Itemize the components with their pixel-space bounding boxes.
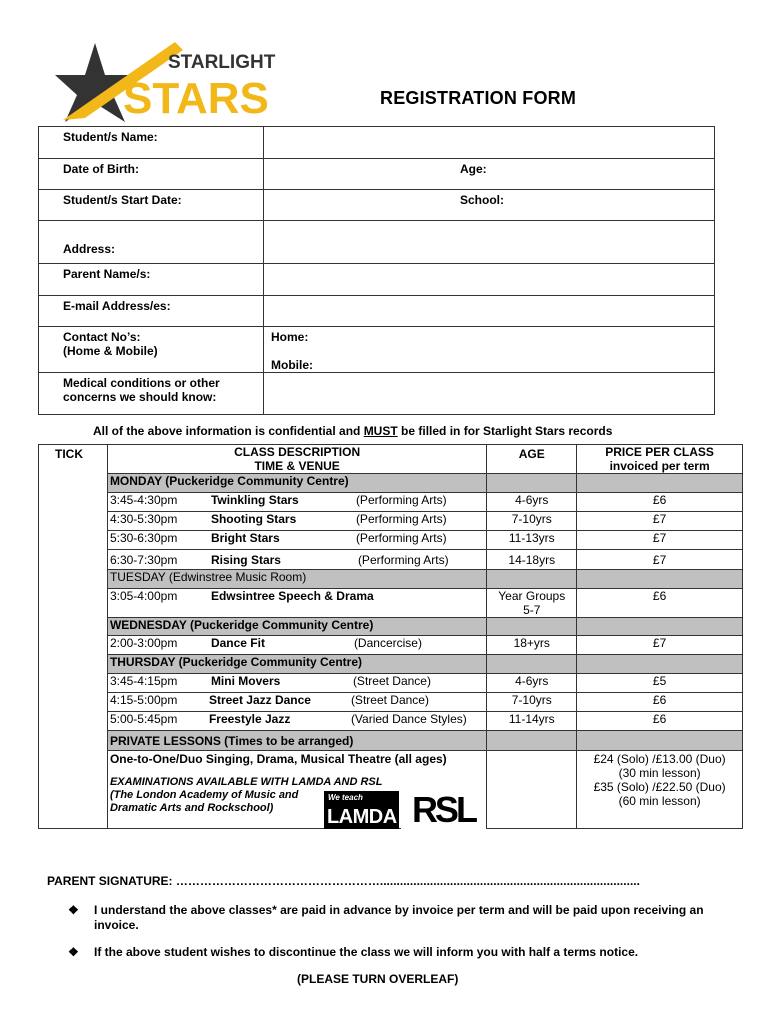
diamond-bullet-icon: ❖ xyxy=(68,945,79,959)
start-date-label: Student/s Start Date: xyxy=(63,193,182,207)
table-row: 4:30-5:30pm Shooting Stars (Performing Arts) 7-10yrs £7 xyxy=(39,512,743,531)
table-row: 5:30-6:30pm Bright Stars (Performing Arts) 11-13yrs £7 xyxy=(39,531,743,550)
parent-name-label: Parent Name/s: xyxy=(63,267,151,281)
medical-field[interactable] xyxy=(264,373,715,415)
private-heading: PRIVATE LESSONS (Times to be arranged) xyxy=(107,731,486,751)
address-field[interactable] xyxy=(264,221,715,264)
wednesday-heading: WEDNESDAY (Puckeridge Community Centre) xyxy=(107,618,486,636)
lamda-logo: We teach LAMDA xyxy=(324,791,399,829)
contact-sub-label: (Home & Mobile) xyxy=(63,344,158,358)
turn-overleaf-note: (PLEASE TURN OVERLEAF) xyxy=(297,972,459,986)
starlight-stars-logo xyxy=(55,40,276,123)
price-header: PRICE PER CLASS invoiced per term xyxy=(577,445,743,474)
confidential-notice: All of the above information is confidential and MUST be filled in for Starlight Stars records xyxy=(93,424,613,438)
exam-line-1: EXAMINATIONS AVAILABLE WITH LAMDA AND RSL xyxy=(109,776,383,788)
address-label: Address: xyxy=(63,242,116,256)
exam-line-2: (The London Academy of Music and xyxy=(109,789,299,801)
dob-label: Date of Birth: xyxy=(63,162,139,176)
thursday-heading: THURSDAY (Puckeridge Community Centre) xyxy=(107,655,486,674)
terms-bullet-1: ❖ I understand the above classes* are paid in advance by invoice per term and will be paid upon receiving an invoice. xyxy=(68,903,704,932)
school-label: School: xyxy=(460,193,504,207)
tick-column[interactable] xyxy=(39,445,108,829)
dob-age-field[interactable] xyxy=(264,159,715,190)
table-row: 6:30-7:30pm Rising Stars (Performing Arts) 14-18yrs £7 xyxy=(39,550,743,570)
contact-field[interactable] xyxy=(264,327,715,373)
student-name-label: Student/s Name: xyxy=(63,130,158,144)
email-field[interactable] xyxy=(264,296,715,327)
age-header: AGE xyxy=(487,445,577,474)
start-date-school-field[interactable] xyxy=(264,190,715,221)
medical-label-2: concerns we should know: xyxy=(63,390,217,404)
table-row: 3:05-4:00pm Edwsintree Speech & Drama Year Groups 5-7 £6 xyxy=(39,589,743,618)
tick-header: TICK xyxy=(55,447,83,461)
table-row: 3:45-4:15pm Mini Movers (Street Dance) 4-6yrs £5 xyxy=(39,674,743,693)
medical-label-1: Medical conditions or other xyxy=(63,376,220,390)
parent-signature-line[interactable]: PARENT SIGNATURE: …………………………………………….............................................................................. xyxy=(47,874,640,888)
brand-line1: STARLIGHT xyxy=(168,52,276,73)
table-row: 2:00-3:00pm Dance Fit (Dancercise) 18+yrs £7 xyxy=(39,636,743,655)
tuesday-heading: TUESDAY (Edwinstree Music Room) xyxy=(107,570,486,589)
table-row: 4:15-5:00pm Street Jazz Dance (Street Dance) 7-10yrs £6 xyxy=(39,693,743,712)
age-label: Age: xyxy=(460,162,487,176)
terms-bullet-2: ❖ If the above student wishes to discontinue the class we will inform you with half a terms notice. xyxy=(68,945,639,959)
rsl-logo: RSL xyxy=(401,791,486,829)
student-name-field[interactable] xyxy=(264,127,715,159)
page-title: REGISTRATION FORM xyxy=(380,88,577,108)
private-price-cell: £24 (Solo) /£13.00 (Duo) (30 min lesson) £35 (Solo) /£22.50 (Duo) (60 min lesson) xyxy=(577,751,743,829)
home-label: Home: xyxy=(271,330,309,344)
email-label: E-mail Address/es: xyxy=(63,299,171,313)
monday-heading: MONDAY (Puckeridge Community Centre) xyxy=(107,474,486,493)
classes-table xyxy=(38,444,743,829)
brand-line2: STARS xyxy=(123,74,269,123)
mobile-label: Mobile: xyxy=(271,358,313,372)
private-desc: One-to-One/Duo Singing, Drama, Musical Theatre (all ages) xyxy=(109,752,447,766)
parent-name-field[interactable] xyxy=(264,264,715,296)
diamond-bullet-icon: ❖ xyxy=(68,903,79,917)
contact-label: Contact No’s: xyxy=(63,330,141,344)
exam-line-3: Dramatic Arts and Rockschool) xyxy=(109,802,274,814)
desc-header: CLASS DESCRIPTION TIME & VENUE xyxy=(107,445,486,474)
table-row: 3:45-4:30pm Twinkling Stars (Performing Arts) 4-6yrs £6 xyxy=(39,493,743,512)
private-lessons-cell xyxy=(107,751,486,829)
student-info-table xyxy=(38,126,715,415)
table-row: 5:00-5:45pm Freestyle Jazz (Varied Dance Styles) 11-14yrs £6 xyxy=(39,712,743,731)
